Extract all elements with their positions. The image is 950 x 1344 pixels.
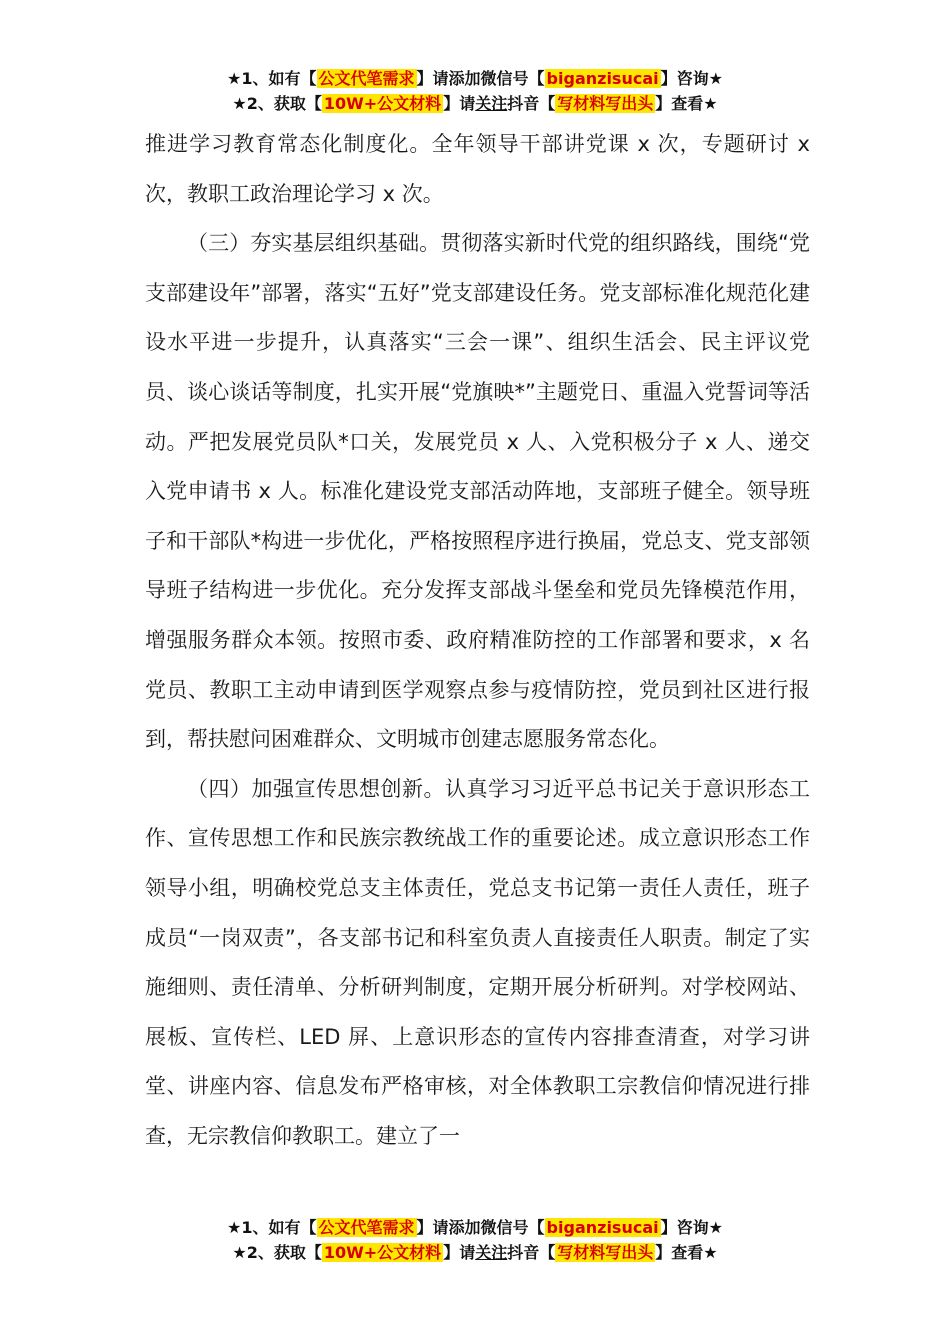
highlight-materials: 10W+公文材料 bbox=[323, 94, 442, 113]
highlight-wechat-id: biganzisucai bbox=[546, 1218, 659, 1237]
highlight-douyin-account: 写材料写出头 bbox=[557, 94, 654, 113]
banner-line-2: ★2、获取【 10W+公文材料 】请关注抖音【 写材料写出头 】查看★ bbox=[232, 1243, 718, 1262]
follow-text: 关注 bbox=[475, 94, 508, 113]
follow-text: 关注 bbox=[475, 1243, 508, 1262]
document-body bbox=[145, 120, 810, 1161]
highlight-service: 公文代笔需求 bbox=[318, 1218, 415, 1237]
highlight-wechat-id: biganzisucai bbox=[546, 69, 659, 88]
paragraph-section-3: （三）夯实基层组织基础。贯彻落实新时代党的组织路线，围绕“党支部建设年”部署，落实“五好”党支部建设任务。党支部标准化规范化建设水平进一步提升，认真落实“三会一课”、组织生活会、民主评议党员、谈心谈话等制度，扎实开展“党旗映*”主题党日、重温入党誓词等活动。严把发展党员队*口关，发展党员 x 人、入党积极分子 x 人、递交入党申请书 x 人。标准化建设党支部活动阵地，支部班子健全。领导班子和干部队*构进一步优化，严格按照程序进行换届，党总支、党支部领导班子结构进一步优化。充分发挥支部战斗堡垒和党员先锋模范作用，增强服务群众本领。按照市委、政府精准防控的工作部署和要求，x 名党员、教职工主动申请到医学观察点参与疫情防控，党员到社区进行报到，帮扶慰问困难群众、文明城市创建志愿服务常态化。 bbox=[145, 231, 810, 752]
highlight-materials: 10W+公文材料 bbox=[323, 1243, 442, 1262]
banner-line-1: ★1、如有【 公文代笔需求 】请添加微信号【 biganzisucai 】咨询★ bbox=[227, 1218, 723, 1237]
highlight-douyin-account: 写材料写出头 bbox=[557, 1243, 654, 1262]
highlight-service: 公文代笔需求 bbox=[318, 69, 415, 88]
banner-line-2: ★2、获取【 10W+公文材料 】请关注抖音【 写材料写出头 】查看★ bbox=[232, 94, 718, 113]
header-banner bbox=[0, 66, 950, 116]
banner-line-1: ★1、如有【 公文代笔需求 】请添加微信号【 biganzisucai 】咨询★ bbox=[227, 69, 723, 88]
paragraph-section-4: （四）加强宣传思想创新。认真学习习近平总书记关于意识形态工作、宣传思想工作和民族宗教统战工作的重要论述。成立意识形态工作领导小组，明确校党总支主体责任，党总支书记第一责任人责任，班子成员“一岗双责”，各支部书记和科室负责人直接责任人职责。制定了实施细则、责任清单、分析研判制度，定期开展分析研判。对学校网站、展板、宣传栏、LED 屏、上意识形态的宣传内容排查清查，对学习讲堂、讲座内容、信息发布严格审核，对全体教职工宗教信仰情况进行排查，无宗教信仰教职工。建立了一 bbox=[145, 776, 810, 1148]
paragraph-continued: 推进学习教育常态化制度化。全年领导干部讲党课 x 次，专题研讨 x 次，教职工政治理论学习 x 次。 bbox=[145, 132, 810, 206]
footer-banner bbox=[0, 1215, 950, 1265]
